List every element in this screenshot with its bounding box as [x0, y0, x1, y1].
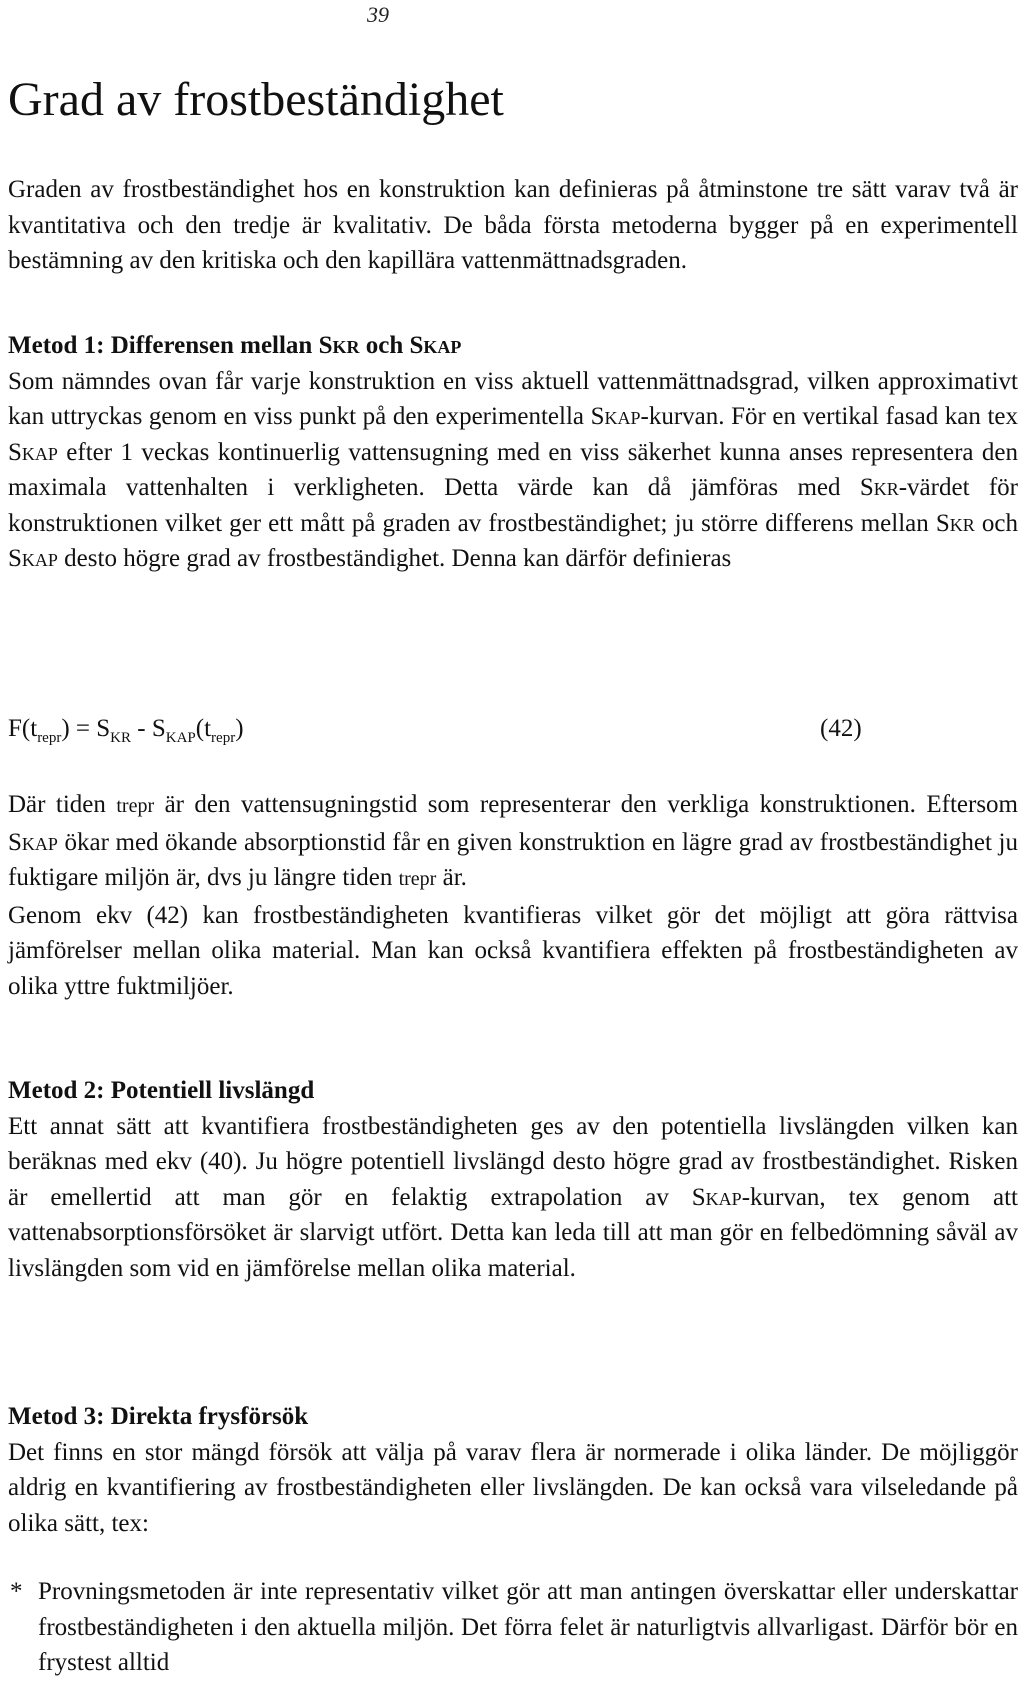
after-skap-term: Skap [8, 828, 58, 856]
after-text-a: Där tiden [8, 791, 117, 818]
eq-skap-sub: KAP [165, 730, 196, 746]
bullet-marker: * [10, 1578, 23, 1605]
method2-section [8, 1073, 1018, 1286]
eq-paren: (t [195, 715, 212, 742]
after-trepr-2: trepr [398, 868, 437, 890]
equation-42 [8, 711, 888, 747]
bullet-text: Provningsmetoden är inte representativ vilket gör att man antingen överskattar eller underskattar frostbeständigheten i den aktuella miljön. Det förra felet är naturligtvis allvarligast. Därför bör en frystest alltid [38, 1578, 1018, 1676]
method1-skap-term-3: Skap [8, 545, 58, 572]
after-trepr: trepr [116, 795, 155, 817]
method1-text-c: efter 1 veckas kontinuerlig vattensugning med en viss säkerhet kunna anses representera den maximala vattenhalten i verkligheten. Detta värde kan då jämföras med [8, 438, 1018, 501]
method1-heading [8, 328, 1018, 364]
method1-heading-skap: Skap [409, 332, 462, 359]
eq-lhs-close: ) = S [61, 715, 111, 742]
method1-skr-term: Skr [859, 474, 899, 501]
method1-heading-och: och [359, 332, 410, 359]
method1-paragraph [8, 364, 1018, 577]
method1-text-a: Som nämndes ovan får varje konstruktion en viss aktuell vattenmättnadsgrad, vilken approximativt kan uttryckas genom en viss punkt på den experimentella [8, 367, 1018, 430]
eq-minus: - S [131, 715, 166, 742]
method2-skap-term: Skap [691, 1183, 742, 1211]
method1-skr-term-2: Skr [935, 509, 975, 537]
method1-skap-term: Skap [590, 403, 641, 430]
after-text-c: ökar med ökande absorptionstid får en given konstruktion en lägre grad av frostbeständighet ju fuktigare miljön är, dvs ju längre tiden [8, 828, 1018, 891]
method2-heading: Metod 2: Potentiell livslängd [8, 1077, 315, 1104]
method1-text-f: desto högre grad av frostbeständighet. Denna kan därför definieras [57, 545, 732, 572]
equation-number: (42) [820, 715, 862, 742]
after-text-b: är den vattensugningstid som representerar den verkliga konstruktionen. Eftersom [154, 791, 1018, 818]
eq-paren-sub: repr [211, 730, 236, 746]
method1-section [8, 328, 1018, 577]
method2-text-a: Ett annat sätt att kvantifiera frostbeständigheten ges av den potentiella livslängden vilken kan beräknas med ekv (40). Ju högre potentiell livslängd desto högre grad av frostbeständighet. Risken är emellertid att man gör en felaktig extrapolation av [8, 1112, 1018, 1211]
after-text-d: är. [436, 864, 467, 891]
eq-lhs-sub: repr [37, 730, 62, 746]
page-title: Grad av frostbeständighet [8, 73, 504, 126]
method1-text-b: -kurvan. För en vertikal fasad kan tex [640, 403, 1019, 430]
method2-text-b: -kurvan, tex genom att vattenabsorptionsförsöket är slarvigt utfört. Detta kan leda till att man gör en felbedömning såväl av livslängden som vid en jämförelse mellan olika material. [8, 1183, 1018, 1282]
method1-heading-prefix: Metod 1: Differensen mellan [8, 332, 319, 359]
method1-text-e: och [974, 509, 1018, 537]
bullet-item [8, 1574, 1018, 1681]
equation-expression [8, 715, 244, 746]
eq-skr-sub: KR [110, 730, 132, 746]
method2-paragraph [8, 1109, 1018, 1287]
method3-paragraph: Det finns en stor mängd försök att välja på varav flera är normerade i olika länder. De möjliggör aldrig en kvantifiering av frostbeständigheten eller livslängden. De kan också vara vilseledande på olika sätt, tex: [8, 1438, 1018, 1537]
after-formula-section [8, 787, 1018, 1004]
method3-section [8, 1399, 1018, 1541]
after-formula-paragraph-2: Genom ekv (42) kan frostbeständigheten kvantifieras vilket gör det möjligt att göra rättvisa jämförelser mellan olika material. Man kan också kvantifiera effekten på frostbeständigheten av olika yttre fuktmiljöer. [8, 901, 1018, 1000]
eq-close: ) [235, 715, 244, 742]
page-number: 39 [367, 2, 389, 27]
method1-heading-skr: Skr [318, 332, 360, 359]
eq-lhs: F(t [8, 715, 38, 742]
method3-heading: Metod 3: Direkta frysförsök [8, 1403, 309, 1430]
after-formula-paragraph [8, 787, 1018, 898]
method1-skap-term-2: Skap [8, 438, 58, 466]
intro-paragraph: Graden av frostbeständighet hos en konstruktion kan definieras på åtminstone tre sätt varav två är kvantitativa och den tredje är kvalitativ. De båda första metoderna bygger på en experimentell bestämning av den kritiska och den kapillära vattenmättnadsgraden. [8, 176, 1018, 274]
method1-text-d: -värdet för konstruktionen vilket ger ett mått på graden av frostbeständighet; ju större differens mellan [8, 474, 1018, 537]
